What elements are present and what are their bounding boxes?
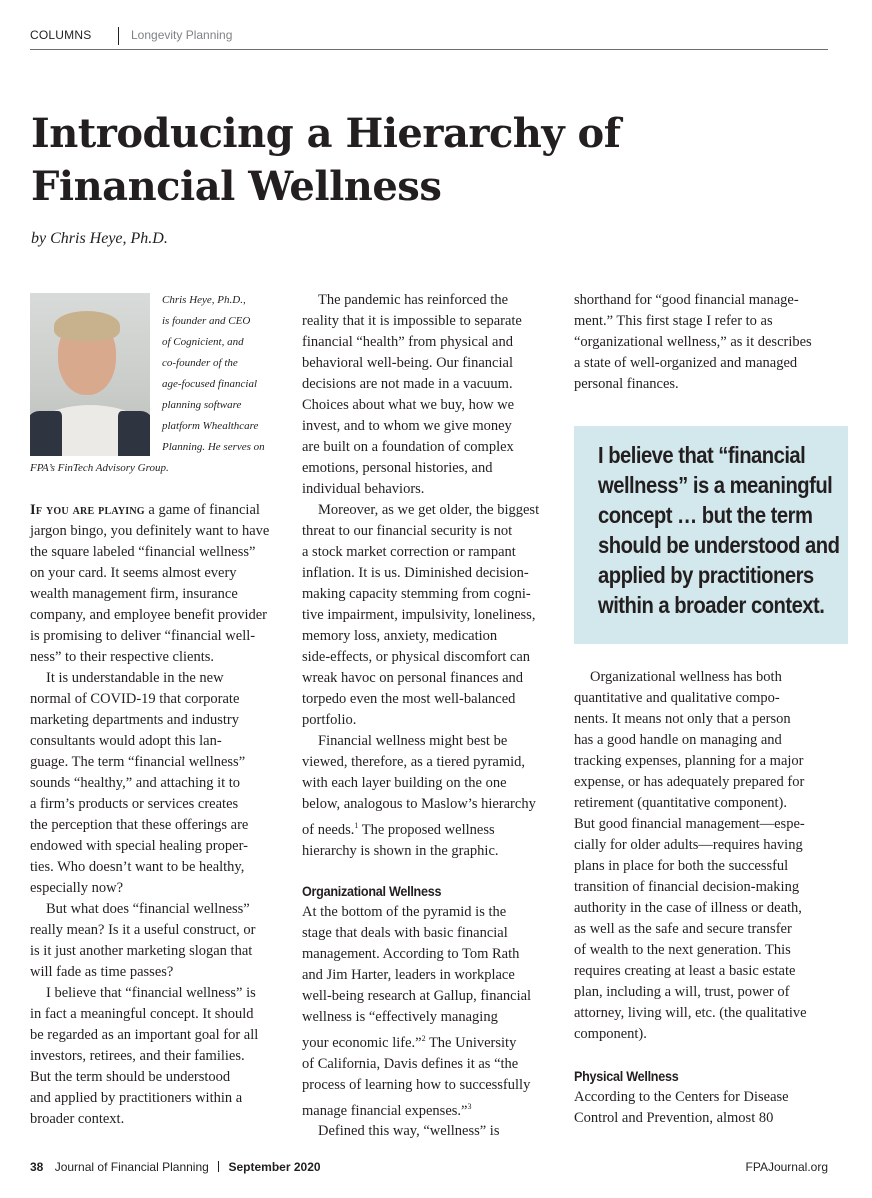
paragraph: Financial wellness might best be viewed, therefore, as a tiered pyramid, with each layer building on the one below, analogous to Maslow’s hierarchy of needs.$^1$ The proposed wellness hierarchy is shown in the graphic. — [302, 733, 536, 859]
paragraph: At the bottom of the pyramid is the stage that deals with basic financial management. According to Tom Rath and Jim Harter, leaders in workplace well-being research at Gallup, financial wellness is “effectively managing your economic life.”$^2$ The University of California, Davis defines it as “the process of learning how to successfully manage financial expenses.”$^3$ — [302, 903, 532, 1119]
section-label: COLUMNS — [30, 28, 92, 42]
paragraph: But what does “financial wellness” really mean? Is it a useful construct, or is it just another marketing slogan that will fade as time passes? — [30, 901, 256, 980]
page-footer — [30, 1160, 828, 1178]
paragraph: According to the Centers for Disease Control and Prevention, almost 80 — [574, 1089, 789, 1126]
paragraph: Moreover, as we get older, the biggest threat to our financial security is not a stock market correction or rampant inflation. It is us. Diminished decision- making capacity stemming from cogni- tive impairment, impulsivity, loneliness, memory loss, anxiety, medication side-effects, or physical discomfort can wreak havoc on personal finances and torpedo even the most well-balanced portfolio. — [302, 502, 540, 728]
paragraph: The pandemic has reinforced the reality that it is impossible to separate financial “health” from physical and behavioral well-being. Our financial decisions are not made in a vacuum. Choices about what we buy, how we invest, and to whom we give money are built on a foundation of complex emotions, personal histories, and individual behaviors. — [302, 292, 522, 497]
paragraph: It is understandable in the new normal of COVID-19 that corporate marketing departments and industry consultants would adopt this lan- guage. The term “financial wellness” sounds “healthy,” and attaching it to a firm’s products or services creates the perception that these offerings are endowed with special healing proper- ties. Who doesn’t want to be healthy, especially now? — [30, 670, 249, 896]
journal-website[interactable]: FPAJournal.org — [745, 1160, 828, 1174]
paragraph: shorthand for “good financial manage- ment.” This first stage I refer to as “organizational wellness,” as it describes a state of well-organized and managed personal finances. — [574, 292, 812, 392]
lead-in: If you are playing — [30, 502, 145, 518]
column-2 — [302, 290, 558, 1142]
subhead-organizational-wellness: Organizational Wellness — [302, 882, 442, 899]
paragraph: Defined this way, “wellness” is — [318, 1123, 500, 1140]
pull-quote: I believe that “financial wellness” is a meaningful concept … but the term should be understood and applied by practitioners within a broader context. — [574, 426, 848, 644]
paragraph: If you are playing a game of financial jargon bingo, you definitely want to have the square labeled “financial wellness” on your card. It seems almost every wealth management firm, insurance company, and employee benefit provider is promising to deliver “financial well- ness” to their respective clients. — [30, 502, 270, 665]
journal-name: Journal of Financial Planning — [54, 1160, 209, 1174]
issue-date: September 2020 — [228, 1160, 321, 1174]
footnote-ref[interactable]: 2 — [421, 1033, 426, 1043]
footnote-ref[interactable]: 1 — [354, 821, 359, 830]
article-title — [31, 107, 791, 213]
column-3 — [574, 290, 830, 395]
author-bio: Chris Heye, Ph.D., is founder and CEO of Cognicient, and co-founder of the age-focused financial planning software platform Whealthcare Planning. He serves on FPA’s FinTech Advisory Group. — [30, 294, 265, 474]
header-divider — [118, 27, 119, 45]
footer-divider — [218, 1161, 219, 1172]
title-line-2: Financial Wellness — [31, 163, 442, 210]
footnote-ref[interactable]: 3 — [467, 1101, 472, 1111]
title-line-1: Introducing a Hierarchy of — [31, 110, 621, 157]
byline: by Chris Heye, Ph.D. — [31, 230, 168, 247]
topic-label: Longevity Planning — [131, 28, 233, 42]
paragraph: Organizational wellness has both quantitative and qualitative compo- nents. It means not only that a person has a good handle on managing and tracking expenses, planning for a major expense, or has adequately prepared for retirement (quantitative component). But good financial management—espe- cially for older adults—requires having plans in place for both the successful transition of financial decision-making authority in the case of illness or death, as well as the safe and secure transfer of wealth to the next generation. This requires creating at least a basic estate plan, including a will, trust, power of attorney, living will, etc. (the qualitative component). — [574, 669, 807, 1042]
column-3-lower — [574, 667, 830, 1129]
subhead-physical-wellness: Physical Wellness — [574, 1068, 679, 1084]
paragraph: I believe that “financial wellness” is in fact a meaningful concept. It should be regarded as an important goal for all investors, retirees, and their families. But the term should be understood and applied by practitioners within a broader context. — [30, 985, 259, 1127]
body-col1 — [30, 500, 286, 1130]
page-number: 38 — [30, 1160, 44, 1174]
running-header — [30, 27, 828, 50]
